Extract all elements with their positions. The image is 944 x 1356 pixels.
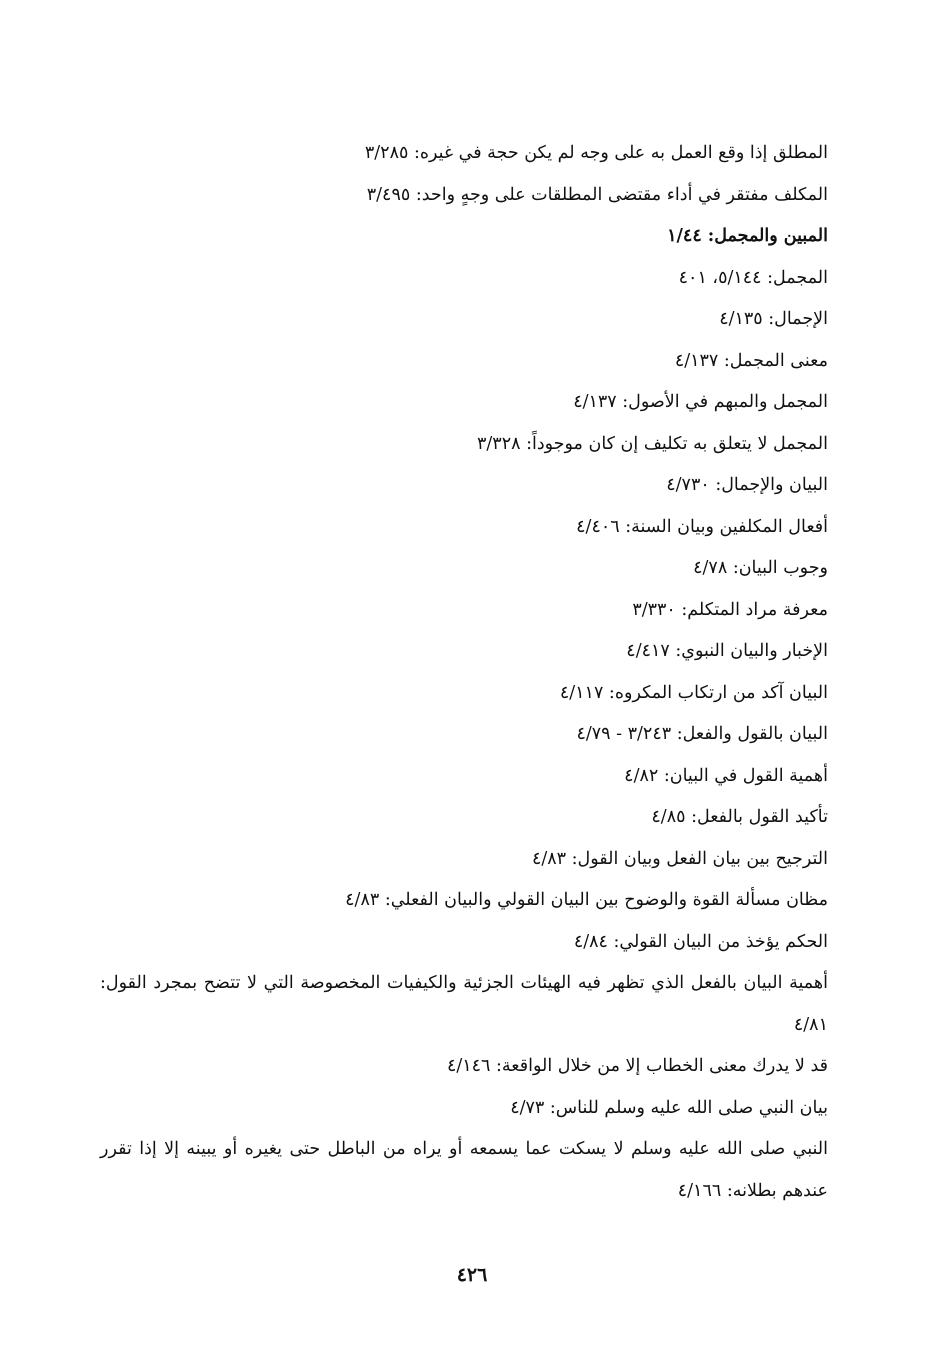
index-entry: المكلف مفتقر في أداء مقتضى المطلقات على وجهٍ واحد: ٣/٤٩٥ xyxy=(366,184,828,205)
index-entry: قد لا يدرك معنى الخطاب إلا من خلال الواقعة: ٤/١٤٦ xyxy=(446,1056,828,1076)
index-entry: تأكيد القول بالفعل: ٤/٨٥ xyxy=(651,807,828,827)
index-list xyxy=(100,133,828,1212)
index-entry: معنى المجمل: ٤/١٣٧ xyxy=(674,350,828,371)
index-entry: الترجيح بين بيان الفعل وبيان القول: ٤/٨٣ xyxy=(531,848,828,869)
index-entry: أهمية القول في البيان: ٤/٨٢ xyxy=(624,765,828,786)
index-entry: وجوب البيان: ٤/٧٨ xyxy=(693,558,828,578)
index-entry: الإجمال: ٤/١٣٥ xyxy=(719,309,828,329)
page-number: ٤٢٦ xyxy=(456,1264,488,1286)
index-entry: البيان بالقول والفعل: ٣/٢٤٣ - ٤/٧٩ xyxy=(576,724,828,744)
index-entry: بيان النبي صلى الله عليه وسلم للناس: ٤/٧٣ xyxy=(510,1097,828,1118)
section-heading: المبين والمجمل: ١/٤٤ xyxy=(667,226,828,246)
index-entry: الإخبار والبيان النبوي: ٤/٤١٧ xyxy=(626,641,828,661)
index-entry: أهمية البيان بالفعل الذي تظهر فيه الهيئات الجزئية والكيفيات المخصوصة التي لا تتضح بمجرد القول: ٤/٨١ xyxy=(100,973,828,1035)
index-entry: أفعال المكلفين وبيان السنة: ٤/٤٠٦ xyxy=(576,516,828,537)
index-entry: البيان والإجمال: ٤/٧٣٠ xyxy=(666,475,828,495)
index-entry: المجمل: ٥/١٤٤، ٤٠١ xyxy=(678,267,828,288)
index-entry: المطلق إذا وقع العمل به على وجه لم يكن حجة في غيره: ٣/٢٨٥ xyxy=(364,143,828,163)
index-entry: معرفة مراد المتكلم: ٣/٣٣٠ xyxy=(632,599,828,620)
index-entry: المجمل والمبهم في الأصول: ٤/١٣٧ xyxy=(573,392,828,412)
index-entry: النبي صلى الله عليه وسلم لا يسكت عما يسمعه أو يراه من الباطل حتى يغيره أو يبينه إلا إذا تقرر عندهم بطلانه: ٤/١٦٦ xyxy=(100,1139,828,1201)
index-entry: الحكم يؤخذ من البيان القولي: ٤/٨٤ xyxy=(573,931,828,952)
index-entry: المجمل لا يتعلق به تكليف إن كان موجوداً: ٣/٣٢٨ xyxy=(477,433,828,454)
index-entry: البيان آكد من ارتكاب المكروه: ٤/١١٧ xyxy=(559,682,828,703)
index-entry: مظان مسألة القوة والوضوح بين البيان القولي والبيان الفعلي: ٤/٨٣ xyxy=(345,890,828,910)
